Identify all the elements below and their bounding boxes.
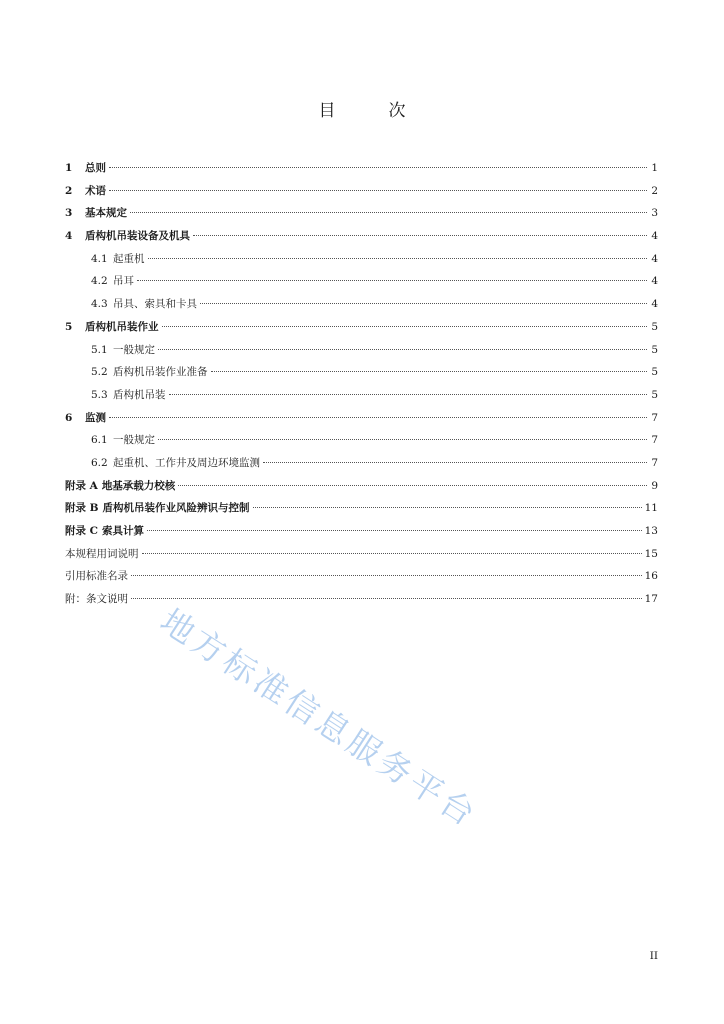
- toc-entry[interactable]: [65, 588, 658, 611]
- toc-entry-page: 2: [651, 184, 658, 197]
- toc-entry-label: 盾构机吊装设备及机具: [85, 230, 190, 243]
- toc-dot-leader: [131, 598, 642, 599]
- toc-entry-number: 5.3: [91, 388, 108, 401]
- toc-dot-leader: [162, 326, 648, 327]
- toc-entry-number: 4: [65, 230, 73, 243]
- toc-dot-leader: [131, 575, 642, 576]
- toc-entry[interactable]: [65, 361, 658, 384]
- toc-dot-leader: [142, 553, 642, 554]
- toc-entry-page: 4: [651, 298, 658, 311]
- toc-entry-number: 2: [65, 184, 73, 197]
- watermark: 地方标准信息服务平台: [153, 601, 486, 836]
- toc-entry-label: 索具计算: [102, 525, 145, 537]
- toc-entry-page: 9: [651, 479, 658, 492]
- toc-entry-page: 3: [651, 207, 658, 220]
- toc-dot-leader: [147, 530, 642, 531]
- toc-entry-page: 17: [644, 593, 658, 606]
- toc-entry[interactable]: [65, 497, 658, 520]
- toc-entry-label: 监测: [85, 411, 106, 424]
- toc-entry-label: 吊耳: [113, 275, 134, 288]
- toc-entry-number: 1: [65, 162, 73, 174]
- toc-entry-page: 4: [651, 230, 658, 243]
- toc-entry-label: 盾构机吊装作业: [85, 320, 159, 333]
- toc-entry-number: 6.2: [91, 456, 108, 469]
- toc-entry[interactable]: [65, 225, 658, 248]
- toc-entry[interactable]: [65, 180, 658, 203]
- toc-entry-number: 附录 A: [65, 479, 98, 492]
- toc-entry-page: 1: [651, 162, 658, 174]
- toc-entry-number: 4.2: [91, 275, 108, 288]
- toc-entry-number: 附录 C: [65, 525, 99, 537]
- toc-entry-label: 本规程用词说明: [65, 547, 139, 560]
- toc-entry-page: 5: [651, 388, 658, 401]
- toc-entry-label: 地基承载力校核: [101, 479, 176, 492]
- toc-title: 目 次: [318, 101, 424, 121]
- toc-entry-page: 4: [651, 275, 658, 288]
- toc-dot-leader: [109, 417, 647, 418]
- toc-entry-page: 16: [644, 570, 658, 583]
- toc-entry-page: 4: [651, 252, 658, 265]
- toc-entry-label: 引用标准名录: [65, 570, 128, 583]
- toc-dot-leader: [211, 371, 648, 372]
- toc-entry[interactable]: [65, 452, 658, 475]
- toc-entry-page: 7: [651, 456, 658, 469]
- toc-entry-label: 盾构机吊装: [113, 388, 166, 401]
- toc-entry-label: 起重机: [113, 252, 145, 265]
- toc-entry-label: 起重机、工作井及周边环境监测: [113, 456, 260, 469]
- toc-entry-page: 5: [651, 320, 658, 333]
- toc-dot-leader: [158, 439, 647, 440]
- toc-entry-number: 6: [65, 411, 73, 424]
- toc-entry-label: 一般规定: [113, 343, 155, 356]
- toc-entry-number: 4.3: [91, 298, 108, 311]
- toc-entry-page: 5: [651, 366, 658, 379]
- toc-entry[interactable]: [65, 202, 658, 225]
- toc-entry[interactable]: [65, 157, 658, 180]
- toc-entry-label: 盾构机吊装作业风险辨识与控制: [102, 502, 250, 515]
- toc-entry[interactable]: [65, 270, 658, 293]
- toc-entry-page: 5: [651, 343, 658, 356]
- toc-entry-page: 13: [644, 525, 658, 537]
- toc-entry-number: 6.1: [91, 434, 108, 447]
- toc-entry-label: 附：条文说明: [65, 593, 128, 606]
- toc-entry[interactable]: [65, 543, 658, 566]
- toc-dot-leader: [169, 394, 648, 395]
- toc-entry[interactable]: [65, 407, 658, 430]
- toc-dot-leader: [158, 349, 647, 350]
- toc-entry[interactable]: [65, 475, 658, 498]
- toc-entry[interactable]: [65, 293, 658, 316]
- toc-entry-page: 7: [651, 411, 658, 424]
- toc-dot-leader: [263, 462, 647, 463]
- toc-entry-page: 11: [644, 502, 658, 515]
- toc-entry-label: 盾构机吊装作业准备: [113, 366, 208, 379]
- toc-entry-label: 一般规定: [113, 434, 155, 447]
- toc-dot-leader: [137, 280, 647, 281]
- toc-dot-leader: [148, 258, 648, 259]
- toc-entry[interactable]: [65, 429, 658, 452]
- toc-entry[interactable]: [65, 565, 658, 588]
- toc-dot-leader: [253, 507, 642, 508]
- toc-entry[interactable]: [65, 339, 658, 362]
- toc-dot-leader: [200, 303, 647, 304]
- toc-entry-page: 7: [651, 434, 658, 447]
- toc-entry-number: 4.1: [91, 252, 108, 265]
- toc-entry-number: 5.1: [91, 343, 108, 356]
- toc-entry-number: 3: [65, 207, 73, 220]
- toc-entry-label: 术语: [85, 184, 106, 197]
- toc-dot-leader: [130, 212, 647, 213]
- toc-entry-page: 15: [644, 547, 658, 560]
- toc-entry[interactable]: [65, 520, 658, 543]
- toc-dot-leader: [193, 235, 647, 236]
- toc-entry[interactable]: [65, 316, 658, 339]
- page-number: II: [649, 950, 658, 962]
- toc-entry-label: 基本规定: [85, 207, 127, 220]
- toc-entry-label: 吊具、索具和卡具: [113, 298, 197, 311]
- toc-entry[interactable]: [65, 248, 658, 271]
- table-of-contents: [65, 157, 658, 611]
- toc-entry-number: 附录 B: [65, 502, 99, 515]
- toc-entry-number: 5: [65, 320, 73, 333]
- toc-entry[interactable]: [65, 384, 658, 407]
- toc-dot-leader: [109, 167, 647, 168]
- toc-dot-leader: [109, 190, 647, 191]
- toc-dot-leader: [178, 485, 647, 486]
- toc-entry-number: 5.2: [91, 366, 108, 379]
- toc-entry-label: 总则: [85, 162, 106, 174]
